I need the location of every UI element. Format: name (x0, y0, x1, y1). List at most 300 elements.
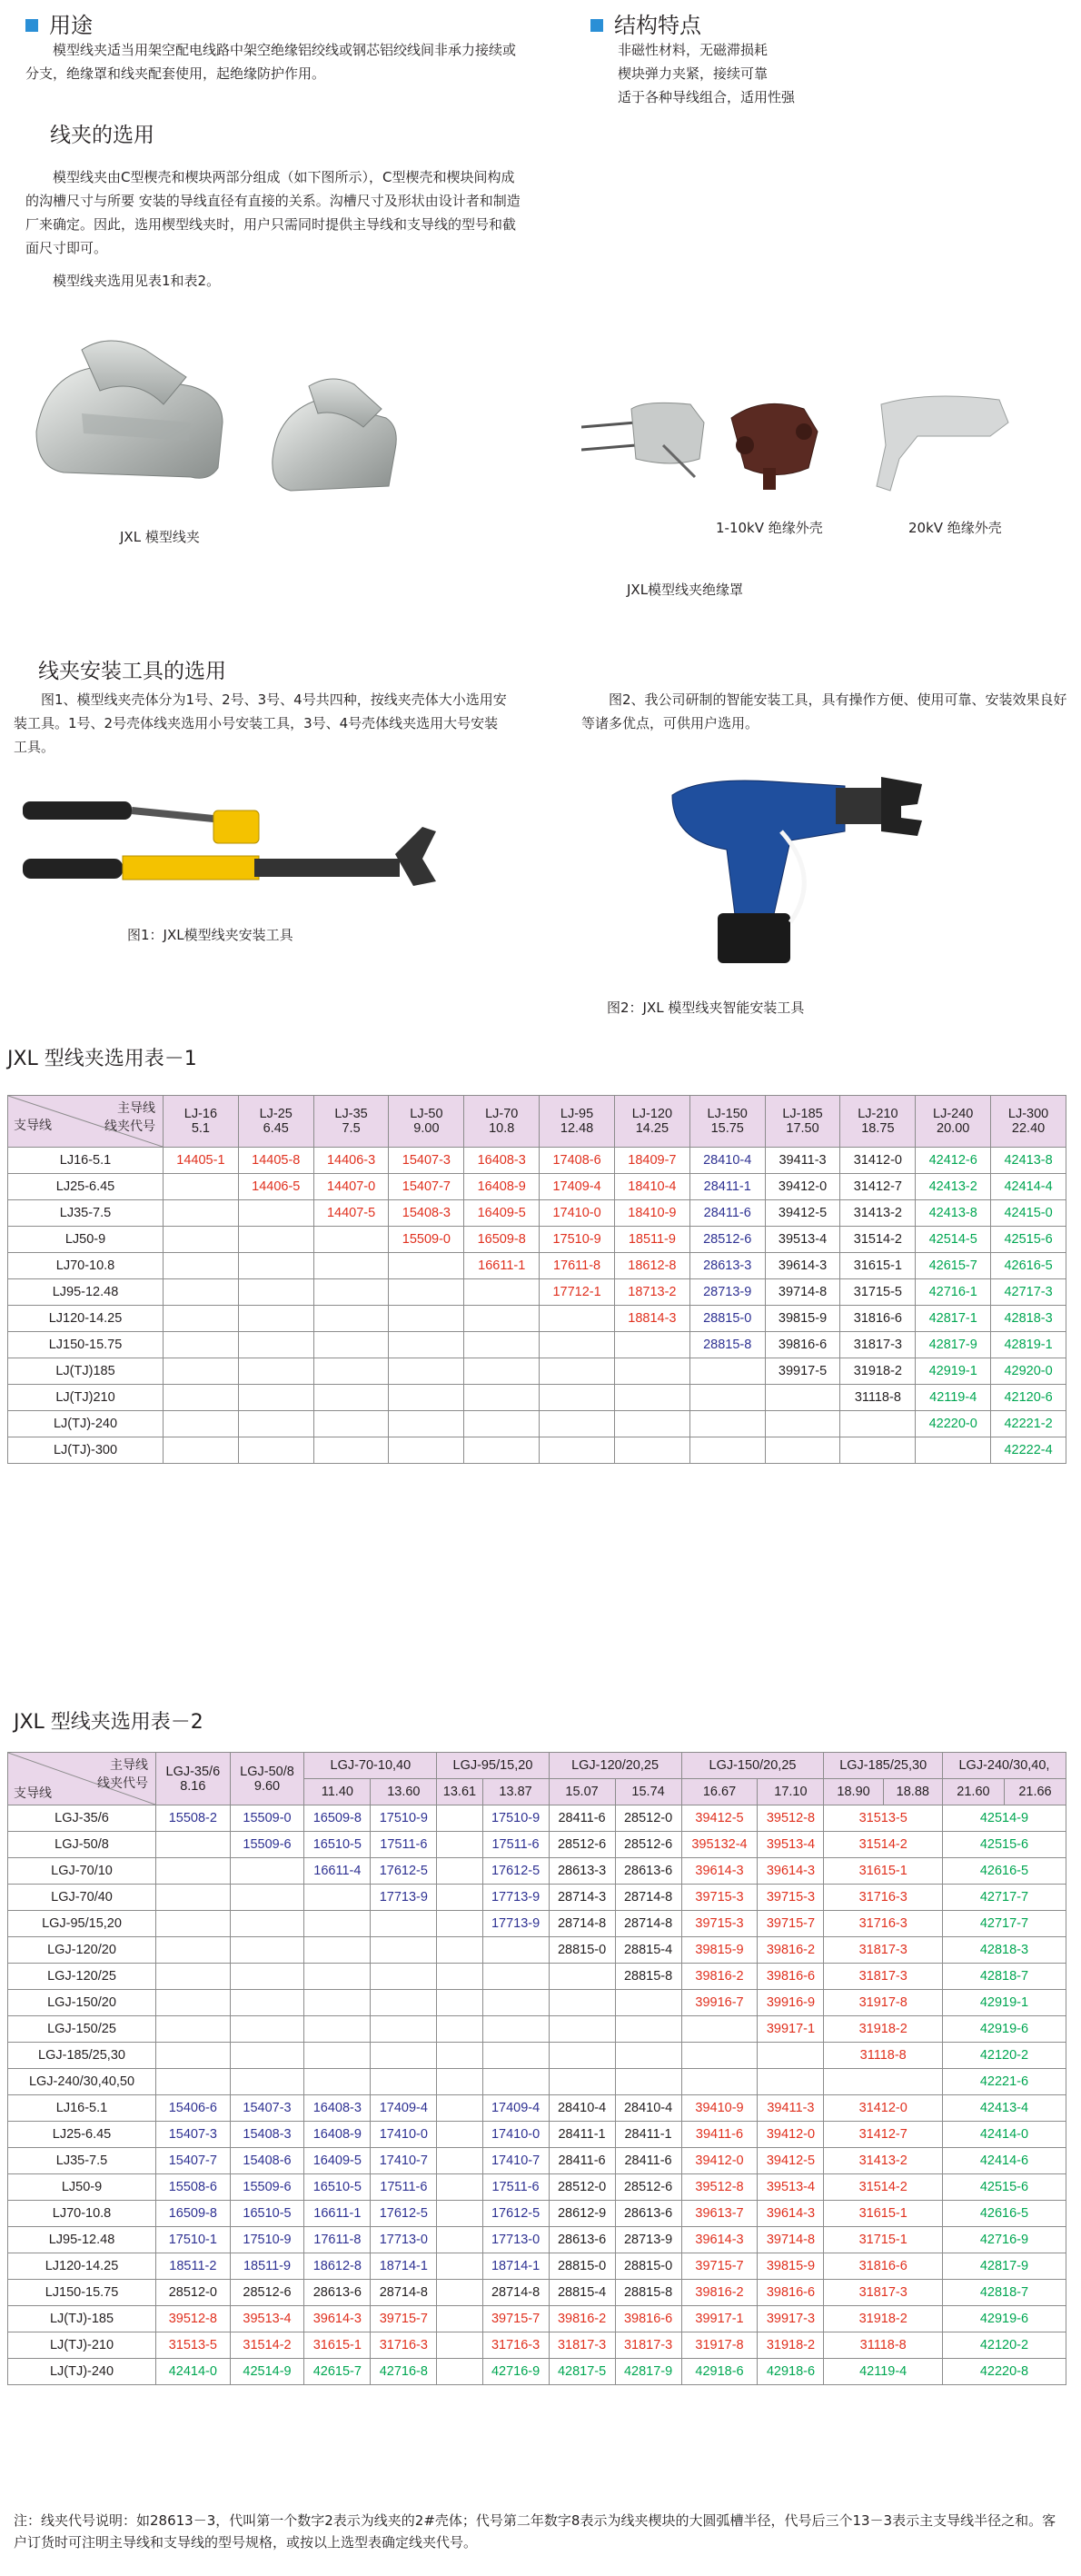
clamp-code-cell: 39614-3 (681, 2227, 758, 2253)
clamp-code-cell (156, 1911, 231, 1937)
table-row (8, 2122, 1066, 2148)
clamp-code-cell (540, 1332, 615, 1358)
clamp-code-cell: 18713-2 (614, 1279, 689, 1306)
clamp-code-cell (549, 2069, 615, 2095)
clamp-code-cell (164, 1332, 239, 1358)
clamp-code-cell (437, 2332, 482, 2359)
clamp-code-cell: 31413-2 (840, 1200, 916, 1227)
clamp-code-cell (164, 1306, 239, 1332)
clamp-code-cell (437, 1911, 482, 1937)
clamp-code-cell (304, 1885, 371, 1911)
table-row (8, 1885, 1066, 1911)
clamp-code-cell (437, 1937, 482, 1964)
clamp-code-cell: 28612-9 (549, 2201, 615, 2227)
clamp-code-cell: 16510-5 (304, 1832, 371, 1858)
clamp-code-cell (230, 1937, 304, 1964)
clamp-code-cell: 16611-1 (304, 2201, 371, 2227)
clamp-code-cell: 16510-5 (304, 2174, 371, 2201)
table-row (8, 1279, 1066, 1306)
clamp-code-cell (238, 1411, 313, 1437)
clamp-code-cell: 31917-8 (824, 1990, 943, 2016)
clamp-code-cell (549, 2043, 615, 2069)
table2-sub-header: 11.40 (304, 1779, 371, 1805)
jxl-clamp-caption: JXL 模型线夹 (120, 529, 200, 545)
table-row (8, 1227, 1066, 1253)
clamp-code-cell: 42120-6 (991, 1385, 1066, 1411)
clamp-code-cell (371, 1911, 437, 1937)
clamp-code-cell: 42414-4 (991, 1174, 1066, 1200)
clamp-code-cell: 42220-8 (942, 2359, 1066, 2385)
clamp-code-cell: 17410-7 (371, 2148, 437, 2174)
clamp-code-cell (313, 1332, 389, 1358)
purpose-title-text: 用途 (49, 13, 93, 38)
clamp-code-cell (389, 1385, 464, 1411)
clamp-code-cell (765, 1411, 840, 1437)
clamp-code-cell (389, 1358, 464, 1385)
clamp-code-cell: 39815-9 (765, 1306, 840, 1332)
clamp-code-cell: 17712-1 (540, 1279, 615, 1306)
structure-item: 适于各种导线组合，适用性强 (618, 89, 796, 105)
column-conductor: LGJ-50/8 (240, 1764, 294, 1779)
clamp-code-cell: 39412-0 (765, 1174, 840, 1200)
clamp-code-cell: 31817-3 (840, 1332, 916, 1358)
row-label: LJ35-7.5 (8, 1200, 164, 1227)
column-diameter: 22.40 (1011, 1121, 1046, 1136)
clamp-code-cell (464, 1306, 540, 1332)
table2-group-header: LGJ-185/25,30 (824, 1753, 943, 1779)
clamp-code-cell: 28410-4 (549, 2095, 615, 2122)
column-conductor: LJ-35 (334, 1107, 368, 1121)
clamp-code-cell (371, 1937, 437, 1964)
clamp-code-cell: 28613-6 (615, 1858, 681, 1885)
clamp-code-cell: 31817-3 (549, 2332, 615, 2359)
clamp-code-cell: 39411-3 (765, 1148, 840, 1174)
clamp-code-cell (164, 1200, 239, 1227)
clamp-code-cell: 39614-3 (765, 1253, 840, 1279)
clamp-code-cell: 39715-3 (758, 1885, 824, 1911)
table1-column-header (464, 1096, 540, 1148)
clamp-code-cell (313, 1411, 389, 1437)
clamp-code-cell: 28815-8 (615, 2280, 681, 2306)
clamp-code-cell (615, 2016, 681, 2043)
column-diameter: 5.1 (191, 1121, 210, 1136)
row-label: LJ120-14.25 (8, 1306, 164, 1332)
table-row (8, 2016, 1066, 2043)
row-label: LJ16-5.1 (8, 1148, 164, 1174)
clamp-code-cell: 39411-6 (681, 2122, 758, 2148)
clamp-code-cell (164, 1437, 239, 1464)
clamp-code-cell (230, 2016, 304, 2043)
clamp-code-cell (437, 2174, 482, 2201)
clamp-code-cell (164, 1385, 239, 1411)
table-row (8, 1385, 1066, 1411)
clamp-code-cell (156, 2043, 231, 2069)
table-row (8, 1937, 1066, 1964)
clamp-code-cell (464, 1437, 540, 1464)
clamp-code-cell: 18612-8 (304, 2253, 371, 2280)
table-row (8, 2306, 1066, 2332)
table2-sub-header: 16.67 (681, 1779, 758, 1805)
clamp-code-cell: 39816-2 (549, 2306, 615, 2332)
clamp-code-cell: 14405-1 (164, 1148, 239, 1174)
clamp-code-cell (681, 2043, 758, 2069)
clamp-code-cell: 39715-7 (758, 1911, 824, 1937)
clamp-code-cell (156, 1885, 231, 1911)
clamp-code-cell (689, 1385, 765, 1411)
clamp-code-cell (437, 2280, 482, 2306)
clamp-code-cell: 42413-4 (942, 2095, 1066, 2122)
clamp-code-cell: 15407-3 (156, 2122, 231, 2148)
table-row (8, 1174, 1066, 1200)
clamp-code-cell: 31514-2 (840, 1227, 916, 1253)
clamp-code-cell (549, 1990, 615, 2016)
column-conductor: LJ-300 (1007, 1107, 1049, 1121)
clamp-code-cell (464, 1332, 540, 1358)
row-label: LJ70-10.8 (8, 1253, 164, 1279)
clamp-code-cell: 16611-4 (304, 1858, 371, 1885)
table-row (8, 2069, 1066, 2095)
clamp-code-cell: 39715-7 (482, 2306, 549, 2332)
clamp-code-cell (437, 2201, 482, 2227)
clamp-code-cell: 28411-1 (689, 1174, 765, 1200)
structure-list (618, 38, 795, 109)
clamp-code-cell: 42817-9 (615, 2359, 681, 2385)
column-diameter: 15.75 (710, 1121, 744, 1136)
clamp-code-cell: 17410-0 (371, 2122, 437, 2148)
clamp-code-cell: 395132-4 (681, 1832, 758, 1858)
column-conductor: LJ-95 (560, 1107, 594, 1121)
tools-text1: 图1、模型线夹壳体分为1号、2号、3号、4号共四种，按线夹壳体大小选用安装工具。1号、2号壳体线夹选用小号安装工具，3号、4号壳体线夹选用大号安装工具。 (14, 691, 507, 755)
clamp-code-cell: 28411-6 (689, 1200, 765, 1227)
clamp-code-cell (313, 1385, 389, 1411)
row-label: LJ(TJ)210 (8, 1385, 164, 1411)
clamp-code-cell: 31514-2 (824, 2174, 943, 2201)
table2-group-header: LGJ-150/20,25 (681, 1753, 824, 1779)
clamp-code-cell: 39816-2 (681, 1964, 758, 1990)
clamp-selection-title: 线夹的选用 (50, 124, 154, 147)
clamp-code-cell: 17612-5 (482, 1858, 549, 1885)
clamp-code-cell: 31615-1 (824, 1858, 943, 1885)
clamp-code-cell (238, 1227, 313, 1253)
clamp-code-cell: 16409-5 (464, 1200, 540, 1227)
table-row (8, 1832, 1066, 1858)
structure-title (590, 7, 701, 39)
clamp-code-cell (371, 2016, 437, 2043)
table-row (8, 1858, 1066, 1885)
table-row (8, 2201, 1066, 2227)
clamp-code-cell: 28613-6 (615, 2201, 681, 2227)
row-label: LJ95-12.48 (8, 2227, 156, 2253)
clamp-code-cell (437, 2016, 482, 2043)
clamp-code-cell (540, 1385, 615, 1411)
clamp-code-cell: 39512-8 (156, 2306, 231, 2332)
clamp-code-cell: 42717-7 (942, 1885, 1066, 1911)
column-conductor: LJ-70 (485, 1107, 519, 1121)
hydraulic-tool-image (23, 791, 450, 909)
table1-column-header (389, 1096, 464, 1148)
table2-group-header: LGJ-70-10,40 (304, 1753, 437, 1779)
tools-title: 线夹安装工具的选用 (38, 660, 226, 683)
table1-column-header (765, 1096, 840, 1148)
clamp-code-cell: 18511-9 (230, 2253, 304, 2280)
clamp-code-cell: 31918-2 (840, 1358, 916, 1385)
column-conductor: LJ-210 (858, 1107, 898, 1121)
table1-column-header (313, 1096, 389, 1148)
clamp-code-cell (437, 1885, 482, 1911)
clamp-code-cell: 39715-3 (681, 1885, 758, 1911)
column-diameter: 9.00 (413, 1121, 440, 1136)
clamp-code-cell: 17510-1 (156, 2227, 231, 2253)
clamp-code-cell (437, 2043, 482, 2069)
clamp-code-cell: 42120-2 (942, 2043, 1066, 2069)
clamp-code-cell (156, 1937, 231, 1964)
clamp-code-cell: 31118-8 (840, 1385, 916, 1411)
column-conductor: LJ-50 (410, 1107, 443, 1121)
column-diameter: 12.48 (560, 1121, 594, 1136)
table-row (8, 2332, 1066, 2359)
clamp-code-cell: 28714-8 (615, 1911, 681, 1937)
clamp-code-cell: 28815-0 (689, 1306, 765, 1332)
table1-corner (8, 1096, 164, 1148)
clamp-code-cell (464, 1279, 540, 1306)
row-label: LJ(TJ)-185 (8, 2306, 156, 2332)
clamp-code-cell (304, 2069, 371, 2095)
clamp-code-cell: 39917-1 (758, 2016, 824, 2043)
clamp-code-cell (230, 2069, 304, 2095)
table-row (8, 2253, 1066, 2280)
clamp-code-cell (156, 1832, 231, 1858)
purpose-title (25, 7, 93, 39)
clamp-code-cell: 28411-6 (549, 1805, 615, 1832)
clamp-code-cell (615, 1990, 681, 2016)
clamp-code-cell: 28815-0 (615, 2253, 681, 2280)
structure-item: 楔块弹力夹紧，接续可靠 (618, 65, 769, 82)
clamp-code-cell (482, 1964, 549, 1990)
clamp-code-cell (304, 1911, 371, 1937)
clamp-code-cell: 17511-6 (371, 2174, 437, 2201)
clamp-code-cell (371, 2069, 437, 2095)
clamp-code-cell (540, 1437, 615, 1464)
column-conductor: LGJ-35/6 (165, 1764, 221, 1779)
clamp-code-cell: 28815-4 (549, 2280, 615, 2306)
clamp-code-cell: 31412-0 (840, 1148, 916, 1174)
clamp-code-cell: 42818-3 (991, 1306, 1066, 1332)
clamp-code-cell: 42615-7 (304, 2359, 371, 2385)
clamp-code-cell: 17713-0 (482, 2227, 549, 2253)
clamp-code-cell: 17409-4 (482, 2095, 549, 2122)
clamp-code-cell: 42221-6 (942, 2069, 1066, 2095)
clamp-code-cell: 42818-7 (942, 2280, 1066, 2306)
row-label: LJ(TJ)-240 (8, 2359, 156, 2385)
clamp-code-cell: 42615-7 (916, 1253, 991, 1279)
selection-table-2 (7, 1752, 1066, 2385)
clamp-code-cell: 28815-0 (549, 1937, 615, 1964)
clamp-code-cell: 39916-7 (681, 1990, 758, 2016)
clamp-code-cell: 42413-2 (916, 1174, 991, 1200)
clamp-code-cell: 28613-3 (689, 1253, 765, 1279)
clamp-code-cell: 31715-1 (824, 2227, 943, 2253)
column-diameter: 8.16 (180, 1778, 206, 1794)
clamp-code-cell (164, 1174, 239, 1200)
clamp-code-cell: 39513-4 (758, 1832, 824, 1858)
clamp-code-cell: 18410-4 (614, 1174, 689, 1200)
clamp-code-cell: 42616-5 (991, 1253, 1066, 1279)
clamp-selection-text: 模型线夹由C型楔壳和楔块两部分组成（如下图所示），C型楔壳和楔块间构成的沟槽尺寸与所要 安装的导线直径有直接的关系。沟槽尺寸及形状由设计者和制造厂来确定。因此，选用楔型线夹时，用户只需同时提供主导线和支导线的型号和截面尺寸即可。 (25, 169, 521, 256)
footnote: 注：线夹代号说明：如28613－3，代叫第一个数字2表示为线夹的2#壳体；代号第二年数字8表示为线夹楔块的大圆弧槽半径，代号后三个13－3表示主支导线半径之和。客户订货时可注明主导线和支导线的型号规格，或按以上选型表确定线夹代号。 (14, 2512, 1056, 2551)
clamp-code-cell: 17612-5 (371, 2201, 437, 2227)
clamp-code-cell (916, 1437, 991, 1464)
clamp-code-cell: 17510-9 (230, 2227, 304, 2253)
clamp-code-cell: 42818-7 (942, 1964, 1066, 1990)
clamp-code-cell: 42817-5 (549, 2359, 615, 2385)
clamp-code-cell: 28410-4 (615, 2095, 681, 2122)
clamp-code-cell: 42413-8 (991, 1148, 1066, 1174)
insulation-cover-caption: JXL模型线夹绝缘罩 (627, 582, 744, 598)
clamp-code-cell: 15408-3 (230, 2122, 304, 2148)
clamp-code-cell: 31817-3 (615, 2332, 681, 2359)
row-label: LGJ-120/20 (8, 1937, 156, 1964)
clamp-code-cell: 17510-9 (482, 1805, 549, 1832)
column-diameter: 18.75 (861, 1121, 895, 1136)
clamp-code-cell (437, 2095, 482, 2122)
clamp-code-cell (313, 1437, 389, 1464)
clamp-code-cell: 18612-8 (614, 1253, 689, 1279)
clamp-code-cell: 42515-6 (942, 1832, 1066, 1858)
clamp-code-cell: 18714-1 (482, 2253, 549, 2280)
clamp-code-cell: 31716-3 (824, 1911, 943, 1937)
clamp-code-cell (437, 2359, 482, 2385)
row-label: LGJ-70/10 (8, 1858, 156, 1885)
table2-sub-header: 15.74 (615, 1779, 681, 1805)
clamp-code-cell: 39412-0 (758, 2122, 824, 2148)
clamp-code-cell: 42414-0 (942, 2122, 1066, 2148)
clamp-code-cell: 18409-7 (614, 1148, 689, 1174)
clamp-code-cell (614, 1385, 689, 1411)
structure-title-text: 结构特点 (614, 13, 701, 38)
clamp-code-cell: 17612-5 (371, 1858, 437, 1885)
table-row (8, 2043, 1066, 2069)
clamp-code-cell: 42817-9 (916, 1332, 991, 1358)
table-row (8, 2227, 1066, 2253)
clamp-code-cell (238, 1253, 313, 1279)
clamp-code-cell: 39613-7 (681, 2201, 758, 2227)
clamp-code-cell: 39513-4 (758, 2174, 824, 2201)
clamp-code-cell (482, 1990, 549, 2016)
row-label: LJ150-15.75 (8, 2280, 156, 2306)
clamp-code-cell: 42919-6 (942, 2016, 1066, 2043)
clamp-code-cell: 17410-7 (482, 2148, 549, 2174)
clamp-code-cell: 15508-2 (156, 1805, 231, 1832)
clamp-code-cell: 17410-0 (482, 2122, 549, 2148)
table-row (8, 1148, 1066, 1174)
table2-group-header: LGJ-120/20,25 (549, 1753, 681, 1779)
clamp-code-cell (304, 1964, 371, 1990)
clamp-code-cell: 31513-5 (824, 1805, 943, 1832)
column-conductor: LJ-16 (183, 1107, 218, 1121)
clamp-code-cell: 28713-9 (689, 1279, 765, 1306)
clamp-code-cell: 28512-0 (615, 1805, 681, 1832)
table2-sub-header: 13.61 (437, 1779, 482, 1805)
corner-main-label: 主导线 (110, 1757, 148, 1772)
clamp-code-cell: 31615-1 (840, 1253, 916, 1279)
clamp-code-cell: 42920-0 (991, 1358, 1066, 1385)
row-label: LJ25-6.45 (8, 2122, 156, 2148)
clamp-code-cell: 14407-0 (313, 1174, 389, 1200)
clamp-code-cell (437, 2253, 482, 2280)
fig1-caption: 图1：JXL模型线夹安装工具 (127, 927, 293, 943)
clamp-code-cell (482, 2069, 549, 2095)
table2-group-header: LGJ-95/15,20 (437, 1753, 549, 1779)
clamp-code-cell: 28411-1 (549, 2122, 615, 2148)
clamp-code-cell: 15407-7 (156, 2148, 231, 2174)
clamp-code-cell: 31412-7 (824, 2122, 943, 2148)
clamp-code-cell: 31917-8 (681, 2332, 758, 2359)
clamp-code-cell: 42716-1 (916, 1279, 991, 1306)
clamp-code-cell: 31918-2 (824, 2306, 943, 2332)
clamp-code-cell (238, 1200, 313, 1227)
clamp-code-cell: 31513-5 (156, 2332, 231, 2359)
clamp-code-cell: 28613-6 (304, 2280, 371, 2306)
clamp-code-cell (437, 1990, 482, 2016)
table-row (8, 2148, 1066, 2174)
table2-column-header (230, 1753, 304, 1805)
clamp-code-cell: 17408-6 (540, 1148, 615, 1174)
table-row (8, 1253, 1066, 1279)
clamp-selection-text2: 模型线夹选用见表1和表2。 (53, 273, 221, 289)
clamp-code-cell: 28411-6 (615, 2148, 681, 2174)
clamp-code-cell: 39412-5 (765, 1200, 840, 1227)
clamp-code-cell: 39714-8 (765, 1279, 840, 1306)
table2-title: JXL 型线夹选用表－2 (14, 1711, 203, 1734)
row-label: LJ70-10.8 (8, 2201, 156, 2227)
clamp-code-cell (304, 2016, 371, 2043)
clamp-code-cell (765, 1437, 840, 1464)
clamp-code-cell: 31918-2 (758, 2332, 824, 2359)
clamp-code-cell: 28512-6 (230, 2280, 304, 2306)
clamp-code-cell: 31412-7 (840, 1174, 916, 1200)
clamp-code-cell (840, 1411, 916, 1437)
table-row (8, 2095, 1066, 2122)
clamp-code-cell: 28714-8 (371, 2280, 437, 2306)
clamp-code-cell: 39816-6 (765, 1332, 840, 1358)
clamp-code-cell: 31816-6 (824, 2253, 943, 2280)
clamp-code-cell: 31715-5 (840, 1279, 916, 1306)
clamp-code-cell: 15508-6 (156, 2174, 231, 2201)
column-conductor: LJ-240 (933, 1107, 974, 1121)
clamp-code-cell (313, 1253, 389, 1279)
clamp-code-cell: 39412-5 (681, 1805, 758, 1832)
clamp-code-cell: 31918-2 (824, 2016, 943, 2043)
purpose-text: 模型线夹适当用架空配电线路中架空绝缘铝绞线或钢芯铝绞线间非承力接续或分支，绝缘罩和线夹配套使用，起绝缘防护作用。 (25, 42, 517, 82)
clamp-code-cell: 42817-1 (916, 1306, 991, 1332)
clamp-code-cell (482, 2043, 549, 2069)
clamp-code-cell: 15509-6 (230, 2174, 304, 2201)
clamp-code-cell (156, 1964, 231, 1990)
clamp-code-cell: 16408-9 (464, 1174, 540, 1200)
clamp-code-cell: 28613-6 (549, 2227, 615, 2253)
structure-item: 非磁性材料，无磁滞损耗 (618, 42, 769, 58)
clamp-code-cell: 16408-3 (464, 1148, 540, 1174)
clamp-code-cell (156, 2016, 231, 2043)
table2-sub-header: 17.10 (758, 1779, 824, 1805)
clamp-code-cell: 39512-8 (681, 2174, 758, 2201)
clamp-code-cell: 31413-2 (824, 2148, 943, 2174)
row-label: LGJ-150/25 (8, 2016, 156, 2043)
clamp-code-cell: 18410-9 (614, 1200, 689, 1227)
clamp-code-cell (758, 2069, 824, 2095)
clamp-code-cell: 42818-3 (942, 1937, 1066, 1964)
clamp-code-cell: 28714-8 (482, 2280, 549, 2306)
